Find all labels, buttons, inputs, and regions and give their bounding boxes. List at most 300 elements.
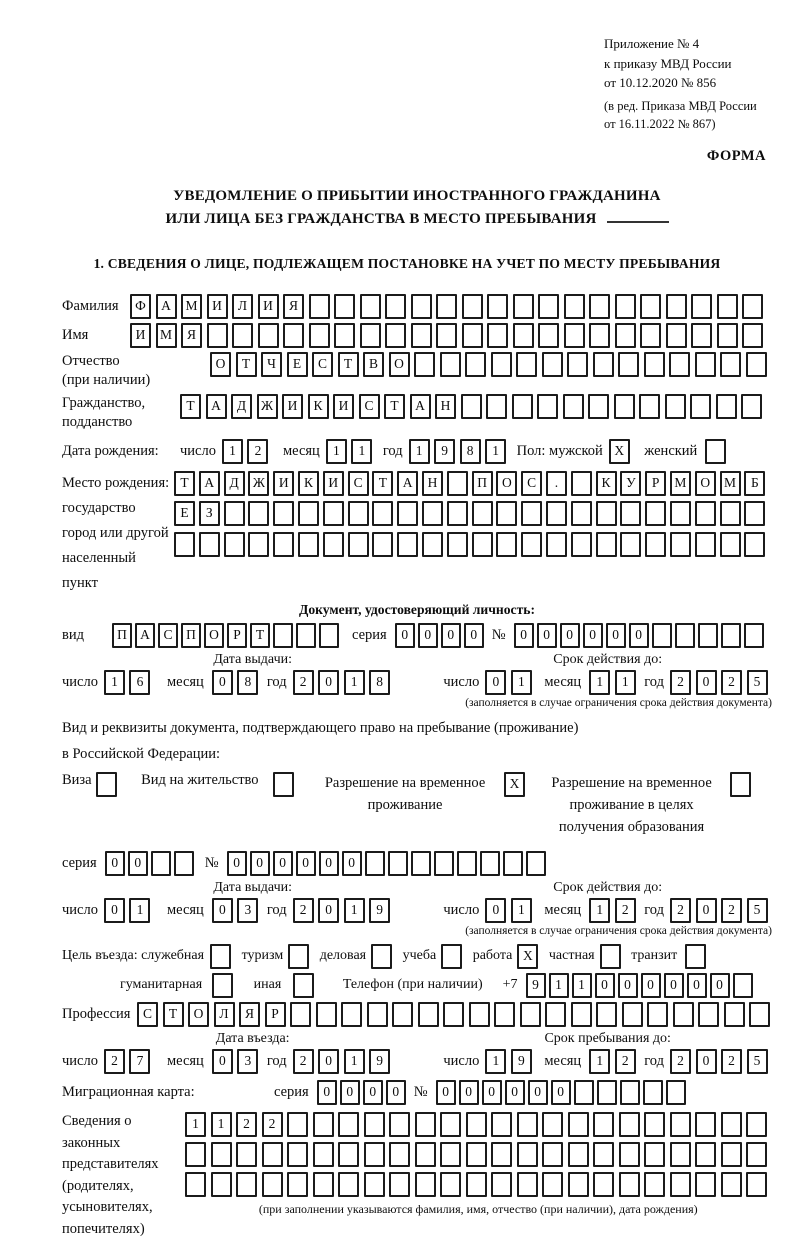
char-cell[interactable] bbox=[447, 471, 468, 496]
char-cell[interactable]: 0 bbox=[363, 1080, 383, 1105]
char-cell[interactable]: 9 bbox=[526, 973, 546, 998]
char-cell[interactable] bbox=[546, 501, 567, 526]
char-cell[interactable] bbox=[721, 623, 741, 648]
char-cell[interactable] bbox=[248, 532, 269, 557]
checkbox-cell[interactable] bbox=[730, 772, 751, 797]
char-cell[interactable]: 1 bbox=[344, 670, 365, 695]
char-cell[interactable] bbox=[717, 294, 738, 319]
char-cell[interactable]: 1 bbox=[222, 439, 243, 464]
char-cell[interactable]: О bbox=[695, 471, 716, 496]
char-cell[interactable]: П bbox=[112, 623, 132, 648]
char-cell[interactable]: Т bbox=[338, 352, 359, 377]
char-cell[interactable] bbox=[567, 352, 588, 377]
char-cell[interactable]: 0 bbox=[340, 1080, 360, 1105]
char-cell[interactable] bbox=[665, 394, 686, 419]
char-cell[interactable]: 0 bbox=[436, 1080, 456, 1105]
char-cell[interactable]: И bbox=[273, 471, 294, 496]
char-cell[interactable]: 5 bbox=[747, 670, 768, 695]
char-cell[interactable]: Т bbox=[236, 352, 257, 377]
char-cell[interactable] bbox=[440, 352, 461, 377]
char-cell[interactable]: 1 bbox=[485, 1049, 506, 1074]
char-cell[interactable] bbox=[313, 1172, 334, 1197]
char-cell[interactable] bbox=[720, 352, 741, 377]
char-cell[interactable] bbox=[491, 1112, 512, 1137]
char-cell[interactable] bbox=[365, 851, 385, 876]
char-cell[interactable] bbox=[411, 294, 432, 319]
char-cell[interactable]: 0 bbox=[459, 1080, 479, 1105]
char-cell[interactable]: 0 bbox=[296, 851, 316, 876]
char-cell[interactable] bbox=[348, 532, 369, 557]
char-cell[interactable]: М bbox=[720, 471, 741, 496]
char-cell[interactable]: С bbox=[312, 352, 333, 377]
char-cell[interactable] bbox=[690, 394, 711, 419]
char-cell[interactable]: А bbox=[156, 294, 177, 319]
char-cell[interactable] bbox=[440, 1112, 461, 1137]
char-cell[interactable]: 3 bbox=[237, 1049, 258, 1074]
char-cell[interactable]: С bbox=[137, 1002, 158, 1027]
char-cell[interactable]: 1 bbox=[615, 670, 636, 695]
char-cell[interactable] bbox=[447, 501, 468, 526]
char-cell[interactable]: 0 bbox=[273, 851, 293, 876]
char-cell[interactable]: 1 bbox=[511, 898, 532, 923]
char-cell[interactable]: 0 bbox=[664, 973, 684, 998]
char-cell[interactable] bbox=[372, 532, 393, 557]
char-cell[interactable] bbox=[364, 1172, 385, 1197]
char-cell[interactable]: Т bbox=[384, 394, 405, 419]
char-cell[interactable] bbox=[392, 1002, 413, 1027]
char-cell[interactable]: И bbox=[258, 294, 279, 319]
char-cell[interactable] bbox=[640, 323, 661, 348]
char-cell[interactable]: 1 bbox=[211, 1112, 232, 1137]
char-cell[interactable] bbox=[652, 623, 672, 648]
char-cell[interactable] bbox=[440, 1172, 461, 1197]
char-cell[interactable] bbox=[174, 851, 194, 876]
char-cell[interactable]: А bbox=[206, 394, 227, 419]
char-cell[interactable]: 0 bbox=[551, 1080, 571, 1105]
char-cell[interactable]: О bbox=[496, 471, 517, 496]
char-cell[interactable]: А bbox=[397, 471, 418, 496]
char-cell[interactable]: Т bbox=[372, 471, 393, 496]
char-cell[interactable] bbox=[571, 471, 592, 496]
char-cell[interactable]: С bbox=[521, 471, 542, 496]
char-cell[interactable]: И bbox=[333, 394, 354, 419]
char-cell[interactable]: 1 bbox=[589, 898, 610, 923]
char-cell[interactable] bbox=[691, 323, 712, 348]
char-cell[interactable] bbox=[487, 294, 508, 319]
char-cell[interactable] bbox=[224, 532, 245, 557]
char-cell[interactable]: 7 bbox=[129, 1049, 150, 1074]
char-cell[interactable] bbox=[319, 623, 339, 648]
char-cell[interactable] bbox=[520, 1002, 541, 1027]
char-cell[interactable]: О bbox=[389, 352, 410, 377]
char-cell[interactable]: 1 bbox=[485, 439, 506, 464]
char-cell[interactable] bbox=[469, 1002, 490, 1027]
char-cell[interactable] bbox=[596, 501, 617, 526]
char-cell[interactable] bbox=[334, 294, 355, 319]
char-cell[interactable]: 9 bbox=[511, 1049, 532, 1074]
char-cell[interactable] bbox=[620, 532, 641, 557]
char-cell[interactable] bbox=[443, 1002, 464, 1027]
char-cell[interactable]: 0 bbox=[528, 1080, 548, 1105]
char-cell[interactable]: 0 bbox=[629, 623, 649, 648]
char-cell[interactable] bbox=[639, 394, 660, 419]
char-cell[interactable] bbox=[563, 394, 584, 419]
char-cell[interactable] bbox=[313, 1112, 334, 1137]
char-cell[interactable]: О bbox=[204, 623, 224, 648]
char-cell[interactable]: Р bbox=[265, 1002, 286, 1027]
char-cell[interactable]: 0 bbox=[537, 623, 557, 648]
char-cell[interactable]: А bbox=[410, 394, 431, 419]
char-cell[interactable]: Е bbox=[287, 352, 308, 377]
char-cell[interactable]: 0 bbox=[618, 973, 638, 998]
char-cell[interactable] bbox=[673, 1002, 694, 1027]
char-cell[interactable] bbox=[542, 352, 563, 377]
char-cell[interactable] bbox=[645, 532, 666, 557]
char-cell[interactable]: С bbox=[158, 623, 178, 648]
char-cell[interactable] bbox=[466, 1112, 487, 1137]
char-cell[interactable] bbox=[389, 1112, 410, 1137]
char-cell[interactable] bbox=[341, 1002, 362, 1027]
char-cell[interactable] bbox=[262, 1172, 283, 1197]
char-cell[interactable]: Т bbox=[250, 623, 270, 648]
char-cell[interactable] bbox=[644, 352, 665, 377]
char-cell[interactable] bbox=[619, 1172, 640, 1197]
char-cell[interactable] bbox=[744, 623, 764, 648]
char-cell[interactable] bbox=[414, 352, 435, 377]
char-cell[interactable]: 0 bbox=[482, 1080, 502, 1105]
char-cell[interactable]: 0 bbox=[212, 898, 233, 923]
char-cell[interactable]: 0 bbox=[128, 851, 148, 876]
checkbox-cell[interactable] bbox=[441, 944, 462, 969]
char-cell[interactable] bbox=[647, 1002, 668, 1027]
char-cell[interactable] bbox=[434, 851, 454, 876]
char-cell[interactable]: 1 bbox=[344, 898, 365, 923]
char-cell[interactable] bbox=[596, 532, 617, 557]
char-cell[interactable] bbox=[568, 1112, 589, 1137]
char-cell[interactable] bbox=[472, 532, 493, 557]
char-cell[interactable]: 5 bbox=[747, 898, 768, 923]
char-cell[interactable] bbox=[316, 1002, 337, 1027]
char-cell[interactable] bbox=[334, 323, 355, 348]
char-cell[interactable] bbox=[457, 851, 477, 876]
char-cell[interactable] bbox=[273, 501, 294, 526]
char-cell[interactable] bbox=[411, 323, 432, 348]
char-cell[interactable]: Б bbox=[744, 471, 765, 496]
char-cell[interactable]: 2 bbox=[293, 1049, 314, 1074]
char-cell[interactable] bbox=[512, 394, 533, 419]
char-cell[interactable] bbox=[517, 1112, 538, 1137]
char-cell[interactable] bbox=[360, 294, 381, 319]
char-cell[interactable]: 1 bbox=[511, 670, 532, 695]
char-cell[interactable]: 0 bbox=[212, 1049, 233, 1074]
char-cell[interactable]: 0 bbox=[441, 623, 461, 648]
char-cell[interactable] bbox=[296, 623, 316, 648]
char-cell[interactable]: О bbox=[188, 1002, 209, 1027]
char-cell[interactable] bbox=[597, 1080, 617, 1105]
char-cell[interactable] bbox=[273, 532, 294, 557]
char-cell[interactable] bbox=[589, 323, 610, 348]
char-cell[interactable]: Я bbox=[181, 323, 202, 348]
char-cell[interactable]: 0 bbox=[606, 623, 626, 648]
char-cell[interactable] bbox=[571, 1002, 592, 1027]
char-cell[interactable] bbox=[298, 501, 319, 526]
char-cell[interactable]: Ж bbox=[248, 471, 269, 496]
char-cell[interactable]: К bbox=[308, 394, 329, 419]
char-cell[interactable]: 9 bbox=[369, 898, 390, 923]
char-cell[interactable] bbox=[695, 1172, 716, 1197]
char-cell[interactable]: Т bbox=[174, 471, 195, 496]
char-cell[interactable] bbox=[746, 1112, 767, 1137]
checkbox-cell[interactable] bbox=[600, 944, 621, 969]
char-cell[interactable]: Д bbox=[231, 394, 252, 419]
char-cell[interactable]: Я bbox=[283, 294, 304, 319]
char-cell[interactable] bbox=[744, 501, 765, 526]
char-cell[interactable]: 2 bbox=[247, 439, 268, 464]
char-cell[interactable]: С bbox=[359, 394, 380, 419]
char-cell[interactable] bbox=[287, 1112, 308, 1137]
char-cell[interactable] bbox=[666, 294, 687, 319]
char-cell[interactable] bbox=[670, 501, 691, 526]
char-cell[interactable]: 1 bbox=[129, 898, 150, 923]
char-cell[interactable] bbox=[447, 532, 468, 557]
char-cell[interactable]: К bbox=[298, 471, 319, 496]
char-cell[interactable] bbox=[411, 851, 431, 876]
char-cell[interactable] bbox=[309, 294, 330, 319]
char-cell[interactable] bbox=[724, 1002, 745, 1027]
char-cell[interactable]: 8 bbox=[460, 439, 481, 464]
char-cell[interactable] bbox=[397, 532, 418, 557]
char-cell[interactable] bbox=[619, 1112, 640, 1137]
char-cell[interactable] bbox=[415, 1112, 436, 1137]
char-cell[interactable]: 0 bbox=[696, 898, 717, 923]
char-cell[interactable]: 1 bbox=[104, 670, 125, 695]
char-cell[interactable]: 8 bbox=[237, 670, 258, 695]
char-cell[interactable] bbox=[526, 851, 546, 876]
checkbox-cell[interactable] bbox=[705, 439, 726, 464]
char-cell[interactable] bbox=[436, 323, 457, 348]
char-cell[interactable]: 2 bbox=[293, 670, 314, 695]
char-cell[interactable] bbox=[491, 1172, 512, 1197]
char-cell[interactable] bbox=[615, 323, 636, 348]
char-cell[interactable] bbox=[461, 394, 482, 419]
char-cell[interactable]: 2 bbox=[670, 898, 691, 923]
char-cell[interactable] bbox=[151, 851, 171, 876]
char-cell[interactable]: 0 bbox=[227, 851, 247, 876]
char-cell[interactable]: 8 bbox=[369, 670, 390, 695]
char-cell[interactable] bbox=[360, 323, 381, 348]
char-cell[interactable] bbox=[207, 323, 228, 348]
char-cell[interactable]: 0 bbox=[318, 670, 339, 695]
char-cell[interactable]: Е bbox=[174, 501, 195, 526]
checkbox-cell[interactable] bbox=[371, 944, 392, 969]
char-cell[interactable]: И bbox=[323, 471, 344, 496]
char-cell[interactable] bbox=[513, 323, 534, 348]
char-cell[interactable]: Р bbox=[645, 471, 666, 496]
char-cell[interactable]: 0 bbox=[319, 851, 339, 876]
char-cell[interactable] bbox=[571, 501, 592, 526]
char-cell[interactable] bbox=[513, 294, 534, 319]
char-cell[interactable]: Т bbox=[180, 394, 201, 419]
char-cell[interactable]: С bbox=[348, 471, 369, 496]
char-cell[interactable] bbox=[521, 532, 542, 557]
checkbox-cell[interactable] bbox=[288, 944, 309, 969]
char-cell[interactable] bbox=[465, 352, 486, 377]
char-cell[interactable] bbox=[571, 532, 592, 557]
char-cell[interactable] bbox=[717, 323, 738, 348]
char-cell[interactable] bbox=[466, 1172, 487, 1197]
char-cell[interactable] bbox=[388, 851, 408, 876]
char-cell[interactable] bbox=[385, 323, 406, 348]
char-cell[interactable]: Л bbox=[214, 1002, 235, 1027]
char-cell[interactable]: 0 bbox=[418, 623, 438, 648]
char-cell[interactable] bbox=[415, 1172, 436, 1197]
char-cell[interactable]: 0 bbox=[318, 898, 339, 923]
char-cell[interactable] bbox=[568, 1172, 589, 1197]
char-cell[interactable] bbox=[666, 1080, 686, 1105]
char-cell[interactable] bbox=[309, 323, 330, 348]
char-cell[interactable] bbox=[721, 1172, 742, 1197]
char-cell[interactable]: 0 bbox=[595, 973, 615, 998]
checkbox-cell[interactable] bbox=[212, 973, 233, 998]
char-cell[interactable]: 0 bbox=[105, 851, 125, 876]
char-cell[interactable]: 1 bbox=[409, 439, 430, 464]
char-cell[interactable] bbox=[574, 1080, 594, 1105]
char-cell[interactable]: К bbox=[596, 471, 617, 496]
char-cell[interactable] bbox=[521, 501, 542, 526]
char-cell[interactable] bbox=[670, 1172, 691, 1197]
char-cell[interactable] bbox=[669, 352, 690, 377]
char-cell[interactable] bbox=[516, 352, 537, 377]
char-cell[interactable] bbox=[593, 1112, 614, 1137]
char-cell[interactable] bbox=[258, 323, 279, 348]
checkbox-cell[interactable]: X bbox=[517, 944, 538, 969]
char-cell[interactable] bbox=[385, 294, 406, 319]
char-cell[interactable]: 0 bbox=[514, 623, 534, 648]
char-cell[interactable] bbox=[538, 294, 559, 319]
char-cell[interactable]: 0 bbox=[250, 851, 270, 876]
char-cell[interactable] bbox=[618, 352, 639, 377]
char-cell[interactable] bbox=[422, 501, 443, 526]
char-cell[interactable] bbox=[545, 1002, 566, 1027]
char-cell[interactable] bbox=[645, 501, 666, 526]
char-cell[interactable] bbox=[491, 352, 512, 377]
char-cell[interactable] bbox=[698, 1002, 719, 1027]
char-cell[interactable]: 0 bbox=[583, 623, 603, 648]
char-cell[interactable]: У bbox=[620, 471, 641, 496]
char-cell[interactable] bbox=[174, 532, 195, 557]
char-cell[interactable]: 2 bbox=[670, 1049, 691, 1074]
char-cell[interactable] bbox=[199, 532, 220, 557]
char-cell[interactable] bbox=[323, 501, 344, 526]
char-cell[interactable] bbox=[248, 501, 269, 526]
char-cell[interactable] bbox=[542, 1172, 563, 1197]
char-cell[interactable]: . bbox=[546, 471, 567, 496]
char-cell[interactable]: 2 bbox=[615, 898, 636, 923]
char-cell[interactable] bbox=[283, 323, 304, 348]
char-cell[interactable]: 0 bbox=[464, 623, 484, 648]
char-cell[interactable] bbox=[487, 323, 508, 348]
char-cell[interactable] bbox=[744, 532, 765, 557]
char-cell[interactable]: 0 bbox=[485, 898, 506, 923]
char-cell[interactable] bbox=[596, 1002, 617, 1027]
char-cell[interactable] bbox=[564, 294, 585, 319]
char-cell[interactable] bbox=[418, 1002, 439, 1027]
char-cell[interactable] bbox=[298, 532, 319, 557]
char-cell[interactable] bbox=[224, 501, 245, 526]
char-cell[interactable] bbox=[746, 352, 767, 377]
char-cell[interactable] bbox=[486, 394, 507, 419]
char-cell[interactable] bbox=[644, 1112, 665, 1137]
char-cell[interactable]: 6 bbox=[129, 670, 150, 695]
char-cell[interactable]: 9 bbox=[434, 439, 455, 464]
char-cell[interactable]: Д bbox=[224, 471, 245, 496]
char-cell[interactable] bbox=[232, 323, 253, 348]
checkbox-cell[interactable]: X bbox=[504, 772, 525, 797]
char-cell[interactable] bbox=[695, 1112, 716, 1137]
char-cell[interactable]: 0 bbox=[505, 1080, 525, 1105]
char-cell[interactable] bbox=[615, 294, 636, 319]
char-cell[interactable] bbox=[640, 294, 661, 319]
char-cell[interactable]: 1 bbox=[185, 1112, 206, 1137]
char-cell[interactable]: 2 bbox=[104, 1049, 125, 1074]
char-cell[interactable]: 0 bbox=[395, 623, 415, 648]
char-cell[interactable]: 0 bbox=[212, 670, 233, 695]
char-cell[interactable] bbox=[546, 532, 567, 557]
char-cell[interactable]: 1 bbox=[344, 1049, 365, 1074]
char-cell[interactable] bbox=[620, 501, 641, 526]
char-cell[interactable] bbox=[588, 394, 609, 419]
char-cell[interactable] bbox=[348, 501, 369, 526]
char-cell[interactable] bbox=[643, 1080, 663, 1105]
char-cell[interactable]: И bbox=[130, 323, 151, 348]
char-cell[interactable]: 2 bbox=[236, 1112, 257, 1137]
char-cell[interactable] bbox=[480, 851, 500, 876]
char-cell[interactable] bbox=[273, 623, 293, 648]
checkbox-cell[interactable]: X bbox=[609, 439, 630, 464]
char-cell[interactable]: П bbox=[472, 471, 493, 496]
char-cell[interactable] bbox=[666, 323, 687, 348]
char-cell[interactable] bbox=[695, 352, 716, 377]
char-cell[interactable]: А bbox=[199, 471, 220, 496]
char-cell[interactable] bbox=[716, 394, 737, 419]
char-cell[interactable]: 2 bbox=[721, 898, 742, 923]
char-cell[interactable]: 1 bbox=[589, 670, 610, 695]
char-cell[interactable] bbox=[364, 1112, 385, 1137]
char-cell[interactable] bbox=[742, 294, 763, 319]
checkbox-cell[interactable] bbox=[685, 944, 706, 969]
char-cell[interactable]: Н bbox=[422, 471, 443, 496]
char-cell[interactable] bbox=[695, 501, 716, 526]
char-cell[interactable] bbox=[614, 394, 635, 419]
char-cell[interactable] bbox=[462, 294, 483, 319]
char-cell[interactable]: 0 bbox=[696, 670, 717, 695]
char-cell[interactable] bbox=[698, 623, 718, 648]
char-cell[interactable]: 0 bbox=[696, 1049, 717, 1074]
char-cell[interactable]: 9 bbox=[369, 1049, 390, 1074]
char-cell[interactable]: 0 bbox=[342, 851, 362, 876]
char-cell[interactable]: 2 bbox=[721, 1049, 742, 1074]
checkbox-cell[interactable] bbox=[96, 772, 117, 797]
char-cell[interactable] bbox=[749, 1002, 770, 1027]
char-cell[interactable] bbox=[675, 623, 695, 648]
char-cell[interactable] bbox=[503, 851, 523, 876]
char-cell[interactable] bbox=[620, 1080, 640, 1105]
char-cell[interactable]: 0 bbox=[317, 1080, 337, 1105]
char-cell[interactable] bbox=[367, 1002, 388, 1027]
char-cell[interactable]: П bbox=[181, 623, 201, 648]
char-cell[interactable]: 5 bbox=[747, 1049, 768, 1074]
char-cell[interactable]: 0 bbox=[560, 623, 580, 648]
